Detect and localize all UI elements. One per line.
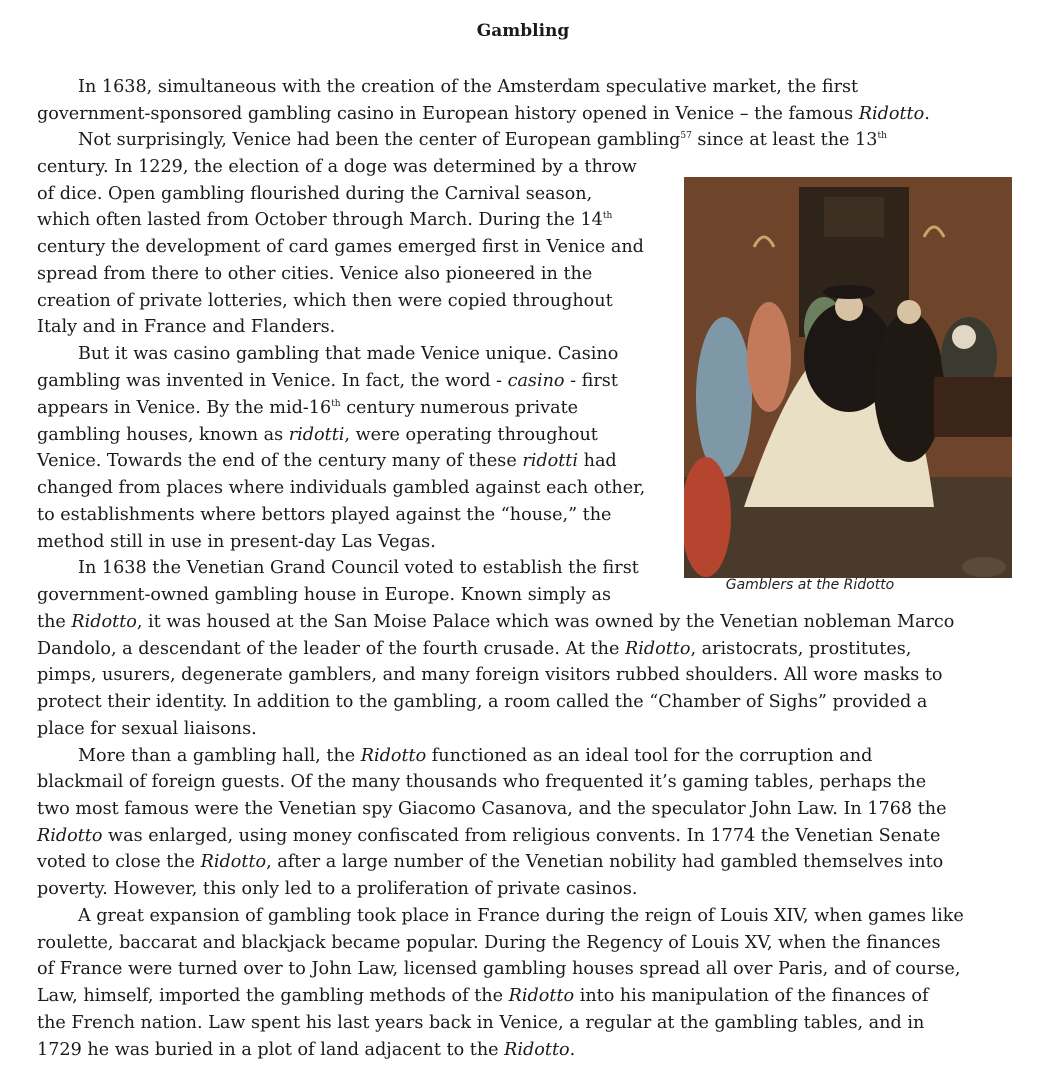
footnote-ref: 57 [680, 131, 692, 141]
text-line: method still in use in present-day Las Vegas. [37, 532, 436, 552]
figure-caption: Gamblers at the Ridotto [725, 577, 895, 593]
page-title: Gambling [476, 21, 570, 41]
text-line: 1729 he was buried in a plot of land adjacent to the Ridotto. [37, 1040, 576, 1060]
text-line: place for sexual liaisons. [37, 719, 257, 739]
text-line: century. In 1229, the election of a doge was determined by a throw [37, 157, 637, 177]
text-line: the French nation. Law spent his last years back in Venice, a regular at the gambling tables, and in [37, 1013, 925, 1033]
text-line: In 1638, simultaneous with the creation of the Amsterdam speculative market, the first [78, 77, 859, 97]
painting-illustration [684, 177, 1012, 578]
text-line: A great expansion of gambling took place in France during the reign of Louis XIV, when games like [78, 906, 964, 926]
text-line: Italy and in France and Flanders. [37, 317, 336, 337]
text-line: Ridotto was enlarged, using money confiscated from religious convents. In 1774 the Venetian Senate [37, 826, 941, 846]
text-line: blackmail of foreign guests. Of the many thousands who frequented it’s gaming tables, perhaps the [37, 772, 927, 792]
text-line: of dice. Open gambling flourished during the Carnival season, [37, 184, 593, 204]
text-line: government-owned gambling house in Europe. Known simply as [37, 585, 611, 605]
text-line: two most famous were the Venetian spy Giacomo Casanova, and the speculator John Law. In 1768 the [37, 799, 947, 819]
text-line: Not surprisingly, Venice had been the center of European gambling$^{57}$ since at least the 13th [78, 130, 887, 150]
text-line: the Ridotto, it was housed at the San Moise Palace which was owned by the Venetian nobleman Marco [37, 612, 955, 632]
text-line: of France were turned over to John Law, licensed gambling houses spread all over Paris, and of course, [37, 959, 961, 979]
text-line: In 1638 the Venetian Grand Council voted to establish the first [78, 558, 639, 578]
text-line: roulette, baccarat and blackjack became popular. During the Regency of Louis XV, when the finances [37, 933, 941, 953]
text-line: to establishments where bettors played against the “house,” the [37, 505, 612, 525]
text-line: Dandolo, a descendant of the leader of the fourth crusade. At the Ridotto, aristocrats, prostitutes, [37, 639, 912, 659]
text-line: government-sponsored gambling casino in European history opened in Venice – the famous Ridotto. [37, 104, 930, 124]
text-line: voted to close the Ridotto, after a large number of the Venetian nobility had gambled themselves into [37, 852, 944, 872]
text-line: Venice. Towards the end of the century many of these ridotti had [37, 451, 617, 471]
text-line: But it was casino gambling that made Venice unique. Casino [78, 344, 619, 364]
text-line: poverty. However, this only led to a proliferation of private casinos. [37, 879, 638, 899]
text-line: protect their identity. In addition to the gambling, a room called the “Chamber of Sighs” provided a [37, 692, 928, 712]
text-line: Law, himself, imported the gambling methods of the Ridotto into his manipulation of the finances of [37, 986, 929, 1006]
text-line: gambling houses, known as ridotti, were operating throughout [37, 425, 598, 445]
text-line: More than a gambling hall, the Ridotto functioned as an ideal tool for the corruption and [78, 746, 873, 766]
text-line: spread from there to other cities. Venice also pioneered in the [37, 264, 593, 284]
text-line: pimps, usurers, degenerate gamblers, and many foreign visitors rubbed shoulders. All wore masks to [37, 665, 943, 685]
text-line: gambling was invented in Venice. In fact, the word - casino - first [37, 371, 618, 391]
text-line: changed from places where individuals gambled against each other, [37, 478, 646, 498]
text-line: appears in Venice. By the mid-16th century numerous private [37, 398, 579, 418]
text-line: which often lasted from October through March. During the 14th [37, 210, 613, 230]
text-line: century the development of card games emerged first in Venice and [37, 237, 644, 257]
painting-image [684, 177, 1012, 578]
text-line: creation of private lotteries, which then were copied throughout [37, 291, 613, 311]
